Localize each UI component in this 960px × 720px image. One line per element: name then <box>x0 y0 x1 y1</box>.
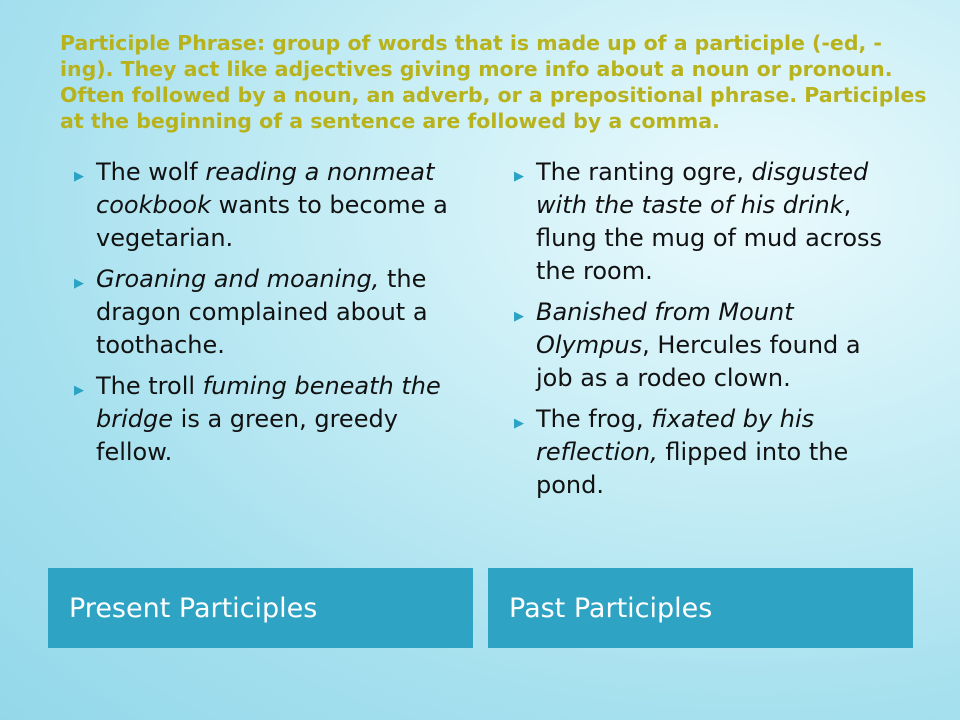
list-item: ▶ The ranting ogre, disgusted with the taste of his drink, flung the mug of mud across the room. <box>514 158 883 285</box>
triangle-right-icon: ▶ <box>74 169 84 184</box>
triangle-right-icon: ▶ <box>514 169 524 184</box>
list-item: ▶ The frog, fixated by his reflection, flipped into the pond. <box>514 405 849 499</box>
present-participle-examples <box>74 156 474 477</box>
present-participles-label: Present Participles <box>69 592 318 624</box>
list-item: ▶ Groaning and moaning, the dragon complained about a toothache. <box>74 265 428 359</box>
list-item: ▶ Banished from Mount Olympus, Hercules found a job as a rodeo clown. <box>514 298 861 392</box>
past-participle-examples <box>514 156 894 510</box>
triangle-right-icon: ▶ <box>74 383 84 398</box>
past-participles-header <box>488 568 913 648</box>
triangle-right-icon: ▶ <box>514 309 524 324</box>
slide-title: Participle Phrase: group of words that is made up of a participle (-ed, -ing). They act like adjectives giving more info about a noun or pronoun. Often followed by a noun, an adverb, or a prepositional phrase. Participles at the beginning of a sentence are followed by a comma. <box>60 31 927 133</box>
list-item: ▶ The wolf reading a nonmeat cookbook wants to become a vegetarian. <box>74 158 448 252</box>
past-participles-label: Past Participles <box>509 592 713 624</box>
triangle-right-icon: ▶ <box>514 416 524 431</box>
triangle-right-icon: ▶ <box>74 276 84 291</box>
list-item: ▶ The troll fuming beneath the bridge is a green, greedy fellow. <box>74 372 441 466</box>
present-participles-header <box>48 568 473 648</box>
